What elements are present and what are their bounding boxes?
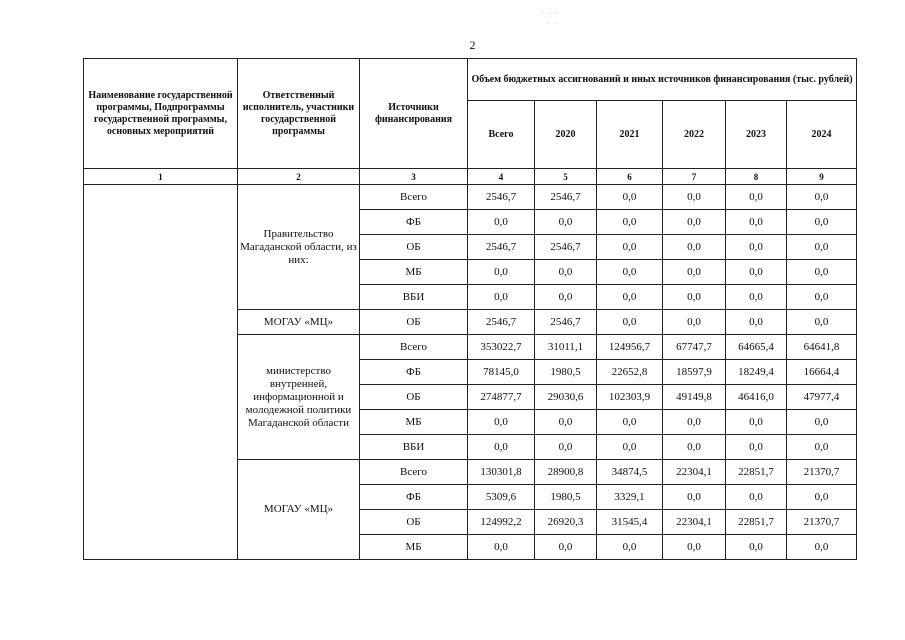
program-name-cell [84,185,238,560]
amount-cell: 78145,0 [468,360,535,385]
amount-cell: 0,0 [597,260,663,285]
amount-cell: 0,0 [726,310,787,335]
amount-cell: 0,0 [663,185,726,210]
amount-cell: 18597,9 [663,360,726,385]
amount-cell: 0,0 [535,410,597,435]
header-year-2020: 2020 [535,101,597,169]
amount-cell: 0,0 [468,535,535,560]
amount-cell: 0,0 [535,435,597,460]
amount-cell: 0,0 [535,285,597,310]
amount-cell: 22304,1 [663,460,726,485]
amount-cell: 0,0 [726,185,787,210]
funding-source-cell: ОБ [360,310,468,335]
amount-cell: 26920,3 [535,510,597,535]
header-year-total: Всего [468,101,535,169]
header-year-2024: 2024 [787,101,857,169]
funding-source-cell: ФБ [360,485,468,510]
amount-cell: 0,0 [787,435,857,460]
amount-cell: 47977,4 [787,385,857,410]
amount-cell: 67747,7 [663,335,726,360]
amount-cell: 0,0 [597,235,663,260]
amount-cell: 0,0 [597,210,663,235]
page-number: 2 [469,38,476,52]
amount-cell: 0,0 [468,435,535,460]
funding-source-cell: ОБ [360,510,468,535]
executor-cell: МОГАУ «МЦ» [238,460,360,560]
funding-source-cell: Всего [360,335,468,360]
scan-artifact-top: ⋅ ⋅ ⋅ [541,8,560,18]
scan-artifact-top-2: ⋅ ⋅ [546,18,558,28]
amount-cell: 0,0 [726,410,787,435]
funding-source-cell: ВБИ [360,435,468,460]
amount-cell: 353022,7 [468,335,535,360]
amount-cell: 2546,7 [468,310,535,335]
amount-cell: 0,0 [726,210,787,235]
header-budget-volume: Объем бюджетных ассигнований и иных источников финансирования (тыс. рублей) [468,59,857,101]
funding-source-cell: МБ [360,260,468,285]
amount-cell: 18249,4 [726,360,787,385]
table-row [84,185,857,210]
table-body [84,185,857,560]
amount-cell: 0,0 [663,260,726,285]
amount-cell: 29030,6 [535,385,597,410]
column-number: 5 [535,169,597,185]
amount-cell: 0,0 [787,185,857,210]
amount-cell: 0,0 [787,410,857,435]
amount-cell: 0,0 [726,485,787,510]
amount-cell: 124956,7 [597,335,663,360]
amount-cell: 46416,0 [726,385,787,410]
amount-cell: 64665,4 [726,335,787,360]
amount-cell: 3329,1 [597,485,663,510]
header-executor: Ответственный исполнитель, участники государственной программы [238,59,360,169]
amount-cell: 0,0 [663,410,726,435]
amount-cell: 21370,7 [787,460,857,485]
amount-cell: 0,0 [726,435,787,460]
amount-cell: 0,0 [663,285,726,310]
funding-source-cell: ВБИ [360,285,468,310]
amount-cell: 1980,5 [535,485,597,510]
executor-cell: МОГАУ «МЦ» [238,310,360,335]
funding-source-cell: ФБ [360,210,468,235]
column-number: 6 [597,169,663,185]
amount-cell: 2546,7 [468,235,535,260]
amount-cell: 0,0 [787,210,857,235]
amount-cell: 22851,7 [726,460,787,485]
amount-cell: 49149,8 [663,385,726,410]
amount-cell: 0,0 [663,435,726,460]
amount-cell: 0,0 [726,285,787,310]
amount-cell: 64641,8 [787,335,857,360]
amount-cell: 34874,5 [597,460,663,485]
amount-cell: 0,0 [787,260,857,285]
amount-cell: 0,0 [468,410,535,435]
amount-cell: 0,0 [787,310,857,335]
amount-cell: 28900,8 [535,460,597,485]
amount-cell: 0,0 [787,535,857,560]
amount-cell: 0,0 [726,260,787,285]
column-number: 1 [84,169,238,185]
amount-cell: 0,0 [663,535,726,560]
amount-cell: 22851,7 [726,510,787,535]
amount-cell: 1980,5 [535,360,597,385]
column-number: 8 [726,169,787,185]
amount-cell: 0,0 [597,310,663,335]
amount-cell: 0,0 [468,260,535,285]
header-year-2023: 2023 [726,101,787,169]
amount-cell: 2546,7 [535,185,597,210]
header-program-name: Наименование государственной программы, Подпрограммы государственной программы, основных мероприятий [84,59,238,169]
funding-source-cell: ФБ [360,360,468,385]
funding-source-cell: ОБ [360,385,468,410]
amount-cell: 5309,6 [468,485,535,510]
amount-cell: 0,0 [597,535,663,560]
funding-source-cell: Всего [360,185,468,210]
amount-cell: 0,0 [535,535,597,560]
amount-cell: 0,0 [597,410,663,435]
amount-cell: 0,0 [726,235,787,260]
amount-cell: 22304,1 [663,510,726,535]
amount-cell: 22652,8 [597,360,663,385]
amount-cell: 0,0 [535,210,597,235]
amount-cell: 0,0 [663,310,726,335]
amount-cell: 0,0 [787,235,857,260]
amount-cell: 0,0 [726,535,787,560]
amount-cell: 0,0 [468,210,535,235]
column-number: 7 [663,169,726,185]
amount-cell: 0,0 [597,435,663,460]
column-number: 3 [360,169,468,185]
amount-cell: 0,0 [597,285,663,310]
amount-cell: 274877,7 [468,385,535,410]
amount-cell: 0,0 [535,260,597,285]
funding-source-cell: МБ [360,410,468,435]
amount-cell: 0,0 [663,485,726,510]
amount-cell: 21370,7 [787,510,857,535]
funding-source-cell: МБ [360,535,468,560]
amount-cell: 124992,2 [468,510,535,535]
executor-cell: Правительство Магаданской области, из них: [238,185,360,310]
column-number: 4 [468,169,535,185]
column-number: 2 [238,169,360,185]
amount-cell: 0,0 [468,285,535,310]
executor-cell: министерство внутренней, информационной и молодежной политики Магаданской области [238,335,360,460]
amount-cell: 102303,9 [597,385,663,410]
budget-table [83,58,857,560]
amount-cell: 2546,7 [535,310,597,335]
amount-cell: 0,0 [787,285,857,310]
amount-cell: 0,0 [663,235,726,260]
amount-cell: 130301,8 [468,460,535,485]
header-year-2022: 2022 [663,101,726,169]
amount-cell: 0,0 [597,185,663,210]
funding-source-cell: Всего [360,460,468,485]
funding-source-cell: ОБ [360,235,468,260]
amount-cell: 2546,7 [535,235,597,260]
amount-cell: 31545,4 [597,510,663,535]
amount-cell: 0,0 [663,210,726,235]
header-year-2021: 2021 [597,101,663,169]
header-funding-source: Источники финансирования [360,59,468,169]
column-number: 9 [787,169,857,185]
amount-cell: 31011,1 [535,335,597,360]
amount-cell: 16664,4 [787,360,857,385]
amount-cell: 2546,7 [468,185,535,210]
amount-cell: 0,0 [787,485,857,510]
